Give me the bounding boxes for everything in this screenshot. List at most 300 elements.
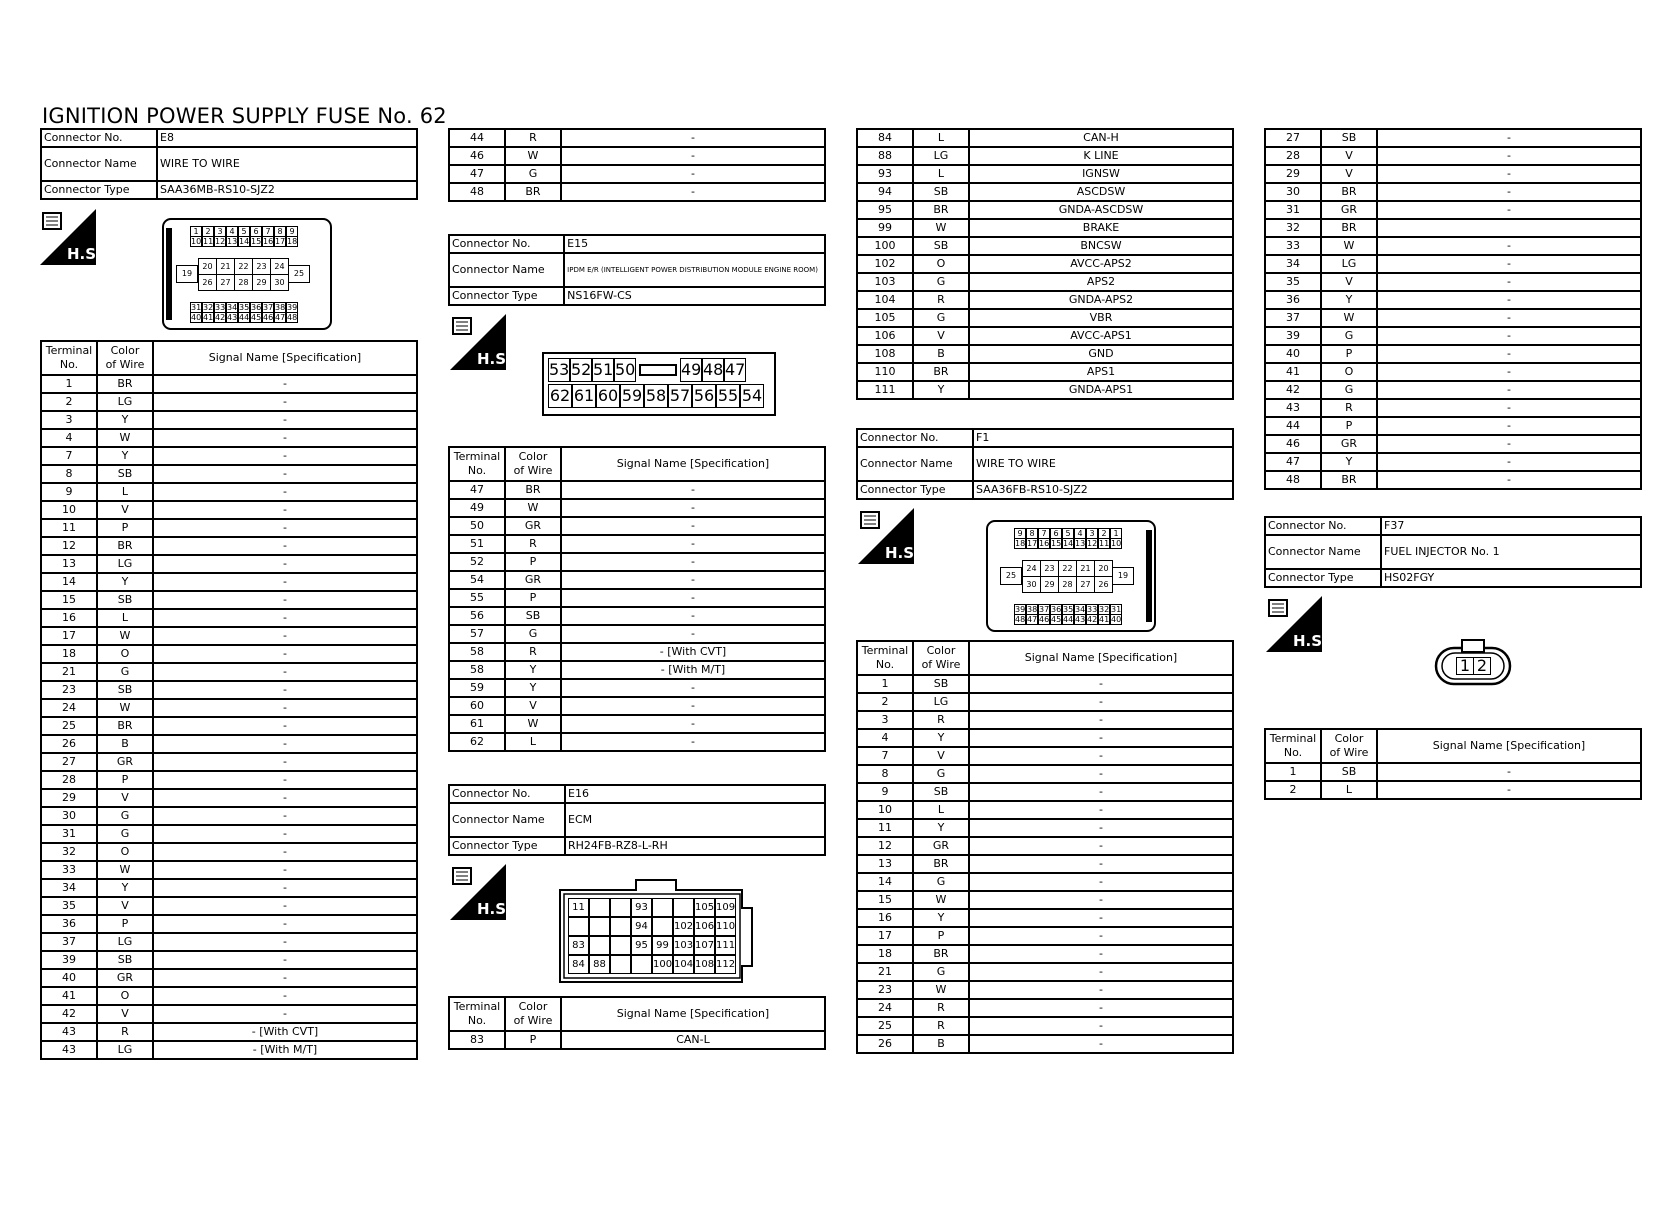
- harness-side-icon: [40, 209, 102, 265]
- header-color-line1: Color: [518, 450, 548, 463]
- header-terminal-no: [857, 641, 913, 675]
- terminal-number: 48: [449, 183, 505, 201]
- terminal-number: 2: [1265, 781, 1321, 799]
- table-row: [1265, 381, 1641, 399]
- pin-cell: 3: [214, 226, 226, 237]
- signal-name: -: [969, 837, 1233, 855]
- pin-cell: 29: [252, 274, 271, 291]
- signal-name: -: [561, 129, 825, 147]
- pin-cell: 17: [1027, 539, 1038, 548]
- pin-cell: 46: [263, 313, 274, 322]
- signal-name: -: [153, 681, 417, 699]
- header-color-line2: of Wire: [1329, 746, 1369, 759]
- terminal-number: 3: [41, 411, 97, 429]
- connector-name-value: WIRE TO WIRE: [973, 447, 1233, 481]
- table-row: [449, 679, 825, 697]
- header-terminal-line2: No.: [1283, 746, 1303, 759]
- label-connector-type: Connector Type: [449, 287, 564, 305]
- terminal-number: 13: [41, 555, 97, 573]
- pin-cell: 105: [694, 898, 715, 917]
- pin-cell: 112: [715, 955, 736, 974]
- terminal-number: 35: [41, 897, 97, 915]
- wire-color: BR: [505, 183, 561, 201]
- wire-color: GR: [1321, 201, 1377, 219]
- wire-color: W: [97, 627, 153, 645]
- terminal-number: 52: [449, 553, 505, 571]
- signal-name: GND: [969, 345, 1233, 363]
- terminal-number: 21: [41, 663, 97, 681]
- header-signal-name: Signal Name [Specification]: [561, 447, 825, 481]
- header-wire-color: [505, 447, 561, 481]
- harness-side-icon: [1266, 596, 1328, 652]
- table-row: [857, 819, 1233, 837]
- signal-name: -: [153, 375, 417, 393]
- pin-cell: 49: [680, 358, 702, 382]
- pin-cell: 38: [1027, 605, 1038, 614]
- table-row: [41, 717, 417, 735]
- table-row: [41, 411, 417, 429]
- signal-name: -: [1377, 147, 1641, 165]
- signal-name: BNCSW: [969, 237, 1233, 255]
- pin-cell: 48: [702, 358, 724, 382]
- pin-cell: 20: [1094, 560, 1113, 577]
- wire-color: SB: [1321, 129, 1377, 147]
- connector-type-value: NS16FW-CS: [564, 287, 825, 305]
- header-terminal-no: [449, 997, 505, 1031]
- pin-cell: 14: [1063, 539, 1074, 548]
- pin-cell: 2: [1098, 528, 1110, 539]
- table-row: [41, 969, 417, 987]
- table-row: [449, 147, 825, 165]
- label-connector-name: Connector Name: [41, 147, 157, 181]
- table-row: [1265, 183, 1641, 201]
- wire-color: BR: [913, 945, 969, 963]
- signal-name: -: [153, 735, 417, 753]
- label-connector-name: Connector Name: [449, 803, 565, 837]
- wire-color: GR: [1321, 435, 1377, 453]
- signal-name: -: [153, 411, 417, 429]
- header-signal-name: Signal Name [Specification]: [561, 997, 825, 1031]
- terminal-number: 47: [449, 481, 505, 499]
- terminal-number: 28: [1265, 147, 1321, 165]
- table-row: [857, 945, 1233, 963]
- table-row: [857, 165, 1233, 183]
- pin-cell: 24: [270, 258, 289, 275]
- label-connector-type: Connector Type: [857, 481, 973, 499]
- connector-info-f37: [1264, 516, 1642, 588]
- wire-color: Y: [1321, 453, 1377, 471]
- pin-cell: 59: [620, 384, 644, 408]
- terminal-number: 88: [857, 147, 913, 165]
- signal-name: - [With M/T]: [153, 1041, 417, 1059]
- header-terminal-line1: Terminal: [453, 450, 501, 463]
- connector-no-value: E8: [157, 129, 417, 147]
- wire-color: BR: [97, 375, 153, 393]
- signal-name: -: [969, 765, 1233, 783]
- wire-color: P: [97, 915, 153, 933]
- signal-name: -: [153, 951, 417, 969]
- pin-cell: 83: [568, 936, 589, 955]
- label-connector-no: Connector No.: [449, 785, 565, 803]
- terminal-number: 57: [449, 625, 505, 643]
- header-terminal-no: [41, 341, 97, 375]
- pin-cell: 32: [203, 303, 214, 312]
- table-row: [41, 843, 417, 861]
- wire-color: W: [97, 429, 153, 447]
- wire-color: G: [913, 273, 969, 291]
- signal-name: -: [969, 747, 1233, 765]
- pin-cell: 106: [694, 917, 715, 936]
- pin-cell: 8: [274, 226, 286, 237]
- table-row: [1265, 291, 1641, 309]
- terminal-number: 104: [857, 291, 913, 309]
- terminal-number: 2: [857, 693, 913, 711]
- signal-name: -: [153, 663, 417, 681]
- table-header-row: [449, 447, 825, 481]
- pin-cell: 12: [215, 237, 226, 246]
- signal-name: -: [969, 1017, 1233, 1035]
- table-row: [41, 861, 417, 879]
- terminal-number: 60: [449, 697, 505, 715]
- pin-cell: 19: [1112, 567, 1134, 585]
- wire-color: V: [1321, 147, 1377, 165]
- wire-color: L: [913, 801, 969, 819]
- table-row: [449, 607, 825, 625]
- wire-color: GR: [97, 753, 153, 771]
- pin-cell: 16: [1039, 539, 1050, 548]
- signal-name: VBR: [969, 309, 1233, 327]
- terminal-number: 99: [857, 219, 913, 237]
- wire-color: W: [97, 861, 153, 879]
- wire-color: V: [97, 789, 153, 807]
- terminal-table-f1-continued: [1264, 128, 1642, 490]
- pin-cell: 57: [668, 384, 692, 408]
- signal-name: -: [153, 645, 417, 663]
- wire-color: P: [97, 519, 153, 537]
- wire-color: SB: [97, 681, 153, 699]
- terminal-number: 110: [857, 363, 913, 381]
- header-terminal-line2: No.: [467, 464, 487, 477]
- terminal-number: 28: [41, 771, 97, 789]
- terminal-number: 23: [41, 681, 97, 699]
- pin-cell: 1: [190, 226, 202, 237]
- wire-color: L: [97, 483, 153, 501]
- wire-color: BR: [1321, 183, 1377, 201]
- signal-name: -: [561, 607, 825, 625]
- wire-color: W: [505, 147, 561, 165]
- pin-cell: 48: [1015, 615, 1026, 624]
- terminal-number: 18: [857, 945, 913, 963]
- terminal-number: 1: [1265, 763, 1321, 781]
- wire-color: GR: [97, 969, 153, 987]
- wire-color: SB: [913, 237, 969, 255]
- pin-cell: [610, 898, 631, 917]
- wire-color: V: [913, 747, 969, 765]
- wire-color: P: [505, 553, 561, 571]
- header-color-line1: Color: [1334, 732, 1364, 745]
- terminal-number: 15: [41, 591, 97, 609]
- signal-name: -: [1377, 381, 1641, 399]
- table-row: [41, 501, 417, 519]
- label-connector-name: Connector Name: [857, 447, 973, 481]
- table-row: [41, 789, 417, 807]
- wire-color: L: [97, 609, 153, 627]
- pin-cell: 37: [1039, 605, 1050, 614]
- signal-name: GNDA-APS1: [969, 381, 1233, 399]
- wire-color: O: [1321, 363, 1377, 381]
- signal-name: -: [153, 483, 417, 501]
- wire-color: O: [97, 645, 153, 663]
- terminal-number: 12: [857, 837, 913, 855]
- terminal-table-e16: [448, 996, 826, 1050]
- header-signal-name: Signal Name [Specification]: [969, 641, 1233, 675]
- wire-color: V: [97, 1005, 153, 1023]
- wire-color: P: [505, 589, 561, 607]
- signal-name: -: [1377, 183, 1641, 201]
- header-color-line2: of Wire: [105, 358, 145, 371]
- signal-name: -: [1377, 273, 1641, 291]
- table-row: [41, 609, 417, 627]
- terminal-number: 95: [857, 201, 913, 219]
- table-row: [41, 627, 417, 645]
- label-connector-type: Connector Type: [1265, 569, 1381, 587]
- terminal-number: 13: [857, 855, 913, 873]
- pin-cell: 2: [1473, 657, 1491, 675]
- table-row: [857, 927, 1233, 945]
- table-row: [449, 1031, 825, 1049]
- terminal-number: 58: [449, 661, 505, 679]
- wire-color: Y: [97, 879, 153, 897]
- signal-name: -: [969, 891, 1233, 909]
- table-row: [41, 807, 417, 825]
- terminal-number: 39: [41, 951, 97, 969]
- terminal-number: 111: [857, 381, 913, 399]
- table-row: [857, 345, 1233, 363]
- pin-cell: 20: [198, 258, 217, 275]
- table-row: [41, 393, 417, 411]
- pin-cell: 11: [1099, 539, 1110, 548]
- wire-color: G: [913, 765, 969, 783]
- pin-cell: 22: [234, 258, 253, 275]
- signal-name: -: [561, 535, 825, 553]
- pin-cell: 12: [1087, 539, 1098, 548]
- table-row: [857, 273, 1233, 291]
- pin-cell: 8: [1026, 528, 1038, 539]
- table-row: [41, 555, 417, 573]
- wire-color: LG: [1321, 255, 1377, 273]
- terminal-number: 43: [41, 1023, 97, 1041]
- pin-cell: 10: [191, 237, 202, 246]
- header-signal-name: Signal Name [Specification]: [153, 341, 417, 375]
- hs-label: H.S.: [1293, 632, 1328, 650]
- harness-side-icon: [858, 508, 920, 564]
- signal-name: -: [561, 679, 825, 697]
- pin-cell: 13: [227, 237, 238, 246]
- table-row: [1265, 781, 1641, 799]
- pin-cell: 53: [548, 358, 570, 382]
- wire-color: V: [913, 327, 969, 345]
- signal-name: APS1: [969, 363, 1233, 381]
- table-row: [449, 589, 825, 607]
- table-row: [1265, 363, 1641, 381]
- signal-name: K LINE: [969, 147, 1233, 165]
- pin-cell: [589, 898, 610, 917]
- table-row: [449, 129, 825, 147]
- wire-color: W: [505, 499, 561, 517]
- terminal-number: 51: [449, 535, 505, 553]
- pin-cell: 3: [1086, 528, 1098, 539]
- terminal-number: 84: [857, 129, 913, 147]
- terminal-number: 94: [857, 183, 913, 201]
- signal-name: -: [1377, 237, 1641, 255]
- wire-color: W: [97, 699, 153, 717]
- terminal-number: 42: [1265, 381, 1321, 399]
- pin-cell: 26: [198, 274, 217, 291]
- terminal-number: 34: [1265, 255, 1321, 273]
- table-row: [41, 375, 417, 393]
- terminal-number: 26: [41, 735, 97, 753]
- signal-name: -: [969, 819, 1233, 837]
- wire-color: P: [97, 771, 153, 789]
- table-row: [41, 519, 417, 537]
- pin-cell: 50: [614, 358, 636, 382]
- pin-cell: 24: [1022, 560, 1041, 577]
- signal-name: -: [153, 537, 417, 555]
- wire-color: W: [913, 891, 969, 909]
- pin-cell: 5: [238, 226, 250, 237]
- pin-cell: 42: [1087, 615, 1098, 624]
- pin-cell: 100: [652, 955, 673, 974]
- table-row: [449, 697, 825, 715]
- table-row: [857, 201, 1233, 219]
- signal-name: -: [153, 465, 417, 483]
- pin-cell: 38: [275, 303, 286, 312]
- connector-name-value: WIRE TO WIRE: [157, 147, 417, 181]
- terminal-number: 48: [1265, 471, 1321, 489]
- pin-cell: 14: [239, 237, 250, 246]
- label-connector-no: Connector No.: [41, 129, 157, 147]
- table-row: [41, 573, 417, 591]
- terminal-number: 16: [41, 609, 97, 627]
- wire-color: R: [1321, 399, 1377, 417]
- wire-color: R: [913, 291, 969, 309]
- wire-color: SB: [505, 607, 561, 625]
- pin-cell: 28: [234, 274, 253, 291]
- wire-color: P: [913, 927, 969, 945]
- wire-color: GR: [505, 517, 561, 535]
- table-row: [1265, 763, 1641, 781]
- signal-name: -: [153, 879, 417, 897]
- table-row: [449, 553, 825, 571]
- pin-cell: 31: [1111, 605, 1122, 614]
- wire-color: P: [1321, 345, 1377, 363]
- pin-cell: 22: [1058, 560, 1077, 577]
- terminal-number: 18: [41, 645, 97, 663]
- signal-name: IGNSW: [969, 165, 1233, 183]
- table-row: [41, 987, 417, 1005]
- pin-cell: 36: [251, 303, 262, 312]
- table-row: [41, 933, 417, 951]
- terminal-number: 47: [449, 165, 505, 183]
- terminal-number: 61: [449, 715, 505, 733]
- table-row: [1265, 237, 1641, 255]
- terminal-number: 25: [41, 717, 97, 735]
- wire-color: O: [97, 987, 153, 1005]
- wire-color: R: [505, 129, 561, 147]
- pin-cell: 111: [715, 936, 736, 955]
- signal-name: -: [153, 861, 417, 879]
- wire-color: LG: [97, 555, 153, 573]
- table-row: [449, 571, 825, 589]
- pin-cell: 99: [652, 936, 673, 955]
- terminal-number: 29: [41, 789, 97, 807]
- wire-color: R: [913, 711, 969, 729]
- connector-info-e15: [448, 234, 826, 306]
- signal-name: GNDA-ASCDSW: [969, 201, 1233, 219]
- pin-cell: 21: [1076, 560, 1095, 577]
- terminal-number: 34: [41, 879, 97, 897]
- signal-name: GNDA-APS2: [969, 291, 1233, 309]
- pin-cell: 2: [202, 226, 214, 237]
- terminal-number: 31: [41, 825, 97, 843]
- signal-name: -: [153, 555, 417, 573]
- header-terminal-line2: No.: [467, 1014, 487, 1027]
- pin-cell: 7: [262, 226, 274, 237]
- terminal-number: 54: [449, 571, 505, 589]
- table-row: [41, 591, 417, 609]
- signal-name: -: [1377, 399, 1641, 417]
- pin-cell: 15: [251, 237, 262, 246]
- signal-name: -: [561, 147, 825, 165]
- pin-cell: 27: [216, 274, 235, 291]
- terminal-number: 83: [449, 1031, 505, 1049]
- table-row: [857, 183, 1233, 201]
- pin-cell: [652, 898, 673, 917]
- signal-name: -: [153, 393, 417, 411]
- wire-color: Y: [913, 909, 969, 927]
- terminal-number: 29: [1265, 165, 1321, 183]
- signal-name: -: [969, 783, 1233, 801]
- pin-cell: 17: [275, 237, 286, 246]
- signal-name: -: [969, 693, 1233, 711]
- signal-name: -: [1377, 129, 1641, 147]
- header-terminal-line2: No.: [875, 658, 895, 671]
- pin-cell: 9: [286, 226, 298, 237]
- table-row: [41, 1041, 417, 1059]
- signal-name: -: [1377, 781, 1641, 799]
- pin-cell: 11: [568, 898, 589, 917]
- terminal-number: 50: [449, 517, 505, 535]
- pin-cell: [589, 917, 610, 936]
- pin-cell: [631, 955, 652, 974]
- wire-color: SB: [913, 783, 969, 801]
- header-wire-color: [1321, 729, 1377, 763]
- table-row: [857, 381, 1233, 399]
- terminal-number: 8: [857, 765, 913, 783]
- connector-info-e8: [40, 128, 418, 200]
- signal-name: -: [969, 945, 1233, 963]
- pin-cell: 52: [570, 358, 592, 382]
- pin-cell: [673, 898, 694, 917]
- table-row: [449, 165, 825, 183]
- terminal-number: 23: [857, 981, 913, 999]
- signal-name: -: [153, 627, 417, 645]
- wire-color: W: [1321, 237, 1377, 255]
- signal-name: -: [1377, 291, 1641, 309]
- terminal-number: 59: [449, 679, 505, 697]
- pin-cell: 84: [568, 955, 589, 974]
- connector-type-value: SAA36MB-RS10-SJZ2: [157, 181, 417, 199]
